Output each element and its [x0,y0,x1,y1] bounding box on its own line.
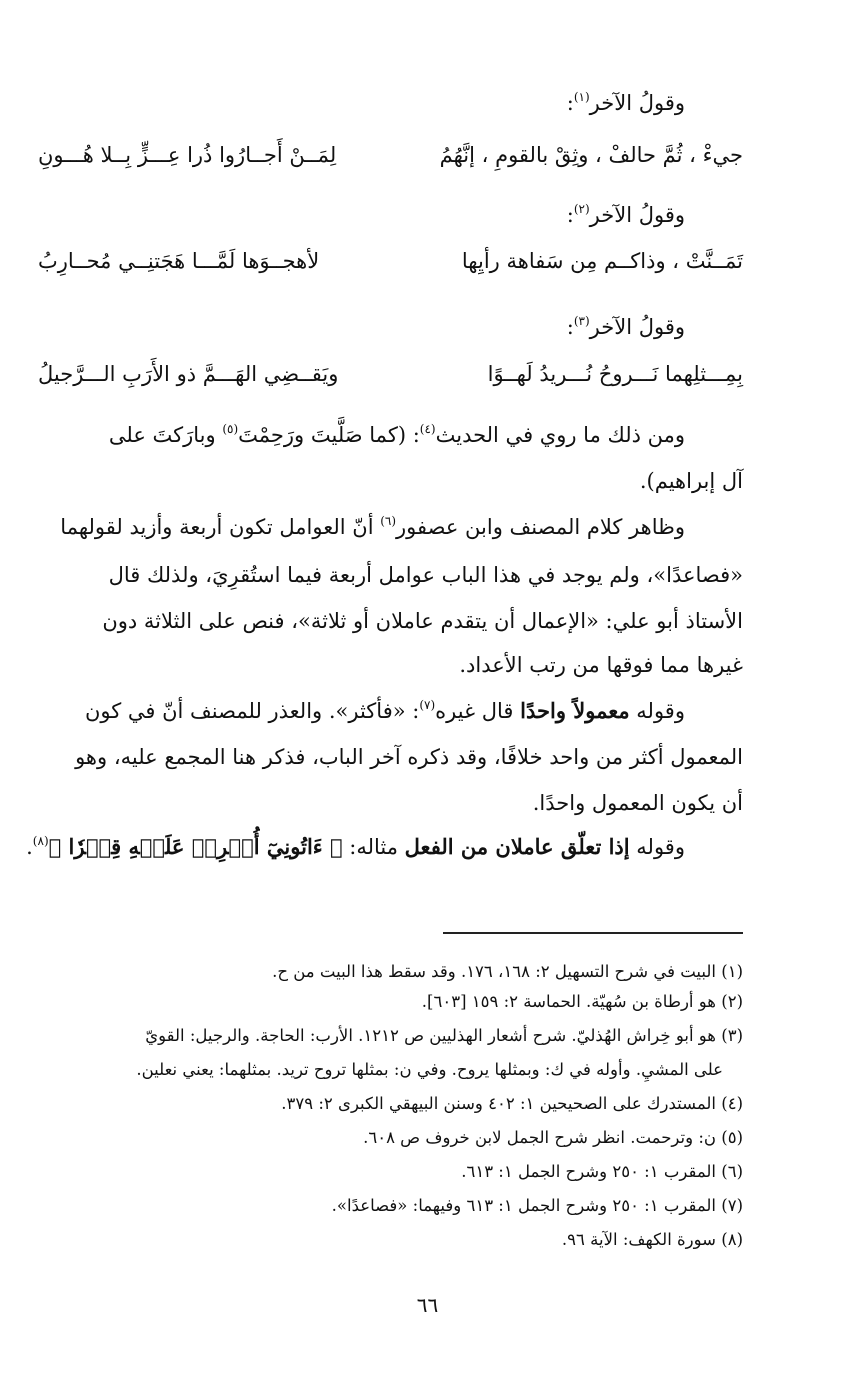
hemistich-first: تَمَــنَّتْ ، وذاكــم مِن سَفاهة رأيِها [461,249,743,273]
footnote-ref: (٣) [573,314,590,328]
text: : «فأكثر». والعذر للمصنف أنّ في كون [84,699,420,723]
text: ومن ذلك ما روي في الحديث [435,423,685,447]
verse-intro-1 [38,88,685,118]
paragraph-3-line-1 [38,696,685,726]
verse-3 [38,357,743,391]
text: وقوله [629,835,685,859]
text: : (كما صَلَّيتَ ورَحِمْتَ [238,423,420,447]
footnote-separator [443,932,743,934]
text: مثاله: [342,835,405,859]
hemistich-first: جيءْ ، ثُمَّ حالفْ ، وثِقْ بالقومِ ، إنَّهُمُ [439,143,743,167]
intro-text: وقولُ الآخر [589,203,685,227]
footnote-ref: (٤) [419,422,436,436]
footnote-ref: (٥) [222,422,239,436]
paragraph-1-line-1 [38,420,685,450]
hemistich-first: بِمِـــثلِهما نَـــروحُ نُـــريدُ لَهــوًا [487,362,743,386]
paragraph-4-line-1 [26,832,685,862]
text: أنّ العوامل تكون أربعة وأزيد لقولهما [60,515,381,539]
footnote-ref: (٨) [32,834,49,848]
footnote-4: (٤) المستدرك على الصحيحين ١: ٤٠٢ وسنن البيهقي الكبرى ٢: ٣٧٩. [281,1094,743,1113]
verse-intro-2 [38,200,685,230]
footnote-6: (٦) المقرب ١: ٢٥٠ وشرح الجمل ١: ٦١٣. [461,1162,743,1181]
footnote-ref: (٦) [380,514,397,528]
footnote-2: (٢) هو أرطاة بن سُهيّة. الحماسة ٢: ١٥٩ [٦٠٣]. [421,992,743,1011]
bold-term: معمولاً واحدًا [520,698,630,723]
bold-term: إذا تعلّق عاملان من الفعل [404,834,630,859]
paragraph-3-line-3: أن يكون المعمول واحدًا. [532,791,743,815]
quran-quote: ﴿ ءَاتُونِيٓ أُفۡرِغۡ عَلَيۡهِ قِطۡرٗا ﴾ [48,834,343,859]
footnote-1: (١) البيت في شرح التسهيل ٢: ١٦٨، ١٧٦. وقد سقط هذا البيت من ح. [272,962,743,981]
page-number: ٦٦ [416,1293,439,1317]
paragraph-2-line-1 [38,512,685,542]
verse-intro-3 [38,312,685,342]
hemistich-second: ويَقــضِي الهَـــمَّ ذو الأَرَبِ الـــرَّجيلُ [38,362,339,386]
paragraph-3-line-2: المعمول أكثر من واحد خلافًا، وقد ذكره آخر الباب، فذكر هنا المجمع عليه، وهو [75,745,743,769]
text: وقوله [629,699,685,723]
footnote-3-continuation: على المشيِ. وأوله في ك: وبمثلها يروح. وفي ن: بمثلها تروح تريد. بمثلهما: يعني نعلين. [136,1060,723,1079]
text: قال غيره [435,699,521,723]
hemistich-second: لأهجــوَها لَمَّـــا هَجَتنِــي مُحــارِبُ [38,249,320,273]
text: وبارَكتَ على [108,423,223,447]
footnote-7: (٧) المقرب ١: ٢٥٠ وشرح الجمل ١: ٦١٣ وفيهما: «فصاعدًا». [331,1196,743,1215]
paragraph-1-line-2: آل إبراهيم). [639,469,743,493]
paragraph-2-line-3: الأستاذ أبو علي: «الإعمال أن يتقدم عاملان أو ثلاثة»، فنص على الثلاثة دون [102,609,743,633]
verse-2 [38,244,743,278]
footnote-ref: (٧) [419,698,436,712]
intro-text: وقولُ الآخر [589,91,685,115]
period: . [26,835,33,859]
colon: : [566,315,574,339]
intro-text: وقولُ الآخر [589,315,685,339]
text: وظاهر كلام المصنف وابن عصفور [396,515,685,539]
footnote-ref: (٢) [573,202,590,216]
verse-1 [38,138,743,172]
paragraph-2-line-4: غيرها مما فوقها من رتب الأعداد. [459,653,743,677]
paragraph-2-line-2: «فصاعدًا»، ولم يوجد في هذا الباب عوامل أربعة فيما استُقرِيَ، ولذلك قال [108,563,743,587]
colon: : [566,91,574,115]
colon: : [566,203,574,227]
hemistich-second: لِمَــنْ أَجــارُوا ذُرا عِـــزٍّ بِــلا هُـــونِ [38,143,337,167]
footnote-ref: (١) [573,90,590,104]
footnote-5: (٥) ن: وترحمت. انظر شرح الجمل لابن خروف ص ٦٠٨. [363,1128,743,1147]
footnote-3: (٣) هو أبو خِراش الهُذليّ. شرح أشعار الهذليين ص ١٢١٢. الأرب: الحاجة. والرجيل: القويّ [145,1026,743,1045]
footnote-8: (٨) سورة الكهف: الآية ٩٦. [561,1230,743,1249]
